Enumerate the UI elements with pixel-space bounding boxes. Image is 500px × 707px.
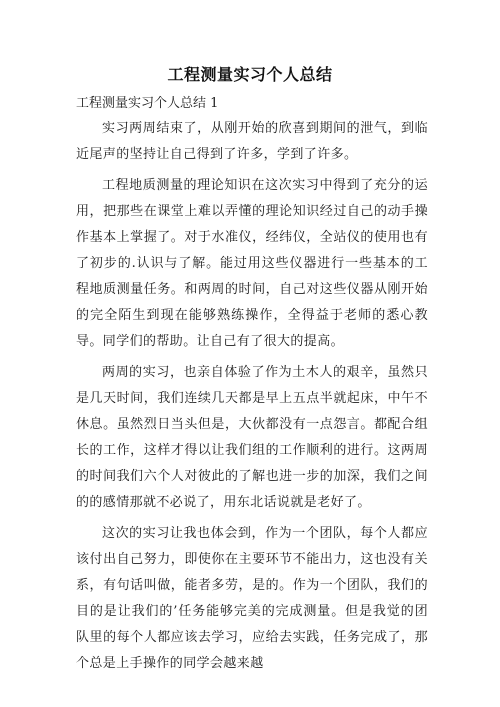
paragraph-4: 这次的实习让我也体会到，作为一个团队，每个人都应该付出自己努力，即使你在主要环节不能出力，这也没有关系，有句话叫做，能者多劳，是的。作为一个团队，我们的目的是让我们的’任务能够完美的完成测量。但是我觉的团队里的每个人都应该去学习，应给去实践，任务完成了，那个总是上手操作的同学会越来越: [76, 526, 428, 671]
paragraph-3: 两周的实习，也亲自体验了作为土木人的艰辛，虽然只是几天时间，我们连续几天都是早上五点半就起床，中午不休息。虽然烈日当头但是，大伙都没有一点怨言。都配合组长的工作，这样才得以让我们组的工作顺利的进行。这两周的时间我们六个人对彼此的了解也进一步的加深，我们之间的的感情那就不必说了，用东北话说就是老好了。: [76, 365, 428, 510]
paragraph-1: 实习两周结束了，从刚开始的欣喜到期间的泄气，到临近尾声的坚持让自己得到了许多，学到了许多。: [76, 121, 428, 162]
paragraph-2: 工程地质测量的理论知识在这次实习中得到了充分的运用，把那些在课堂上难以弄懂的理论知识经过自己的动手操作基本上掌握了。对于水准仪，经纬仪，全站仪的使用也有了初步的.认识与了解。能过用这些仪器进行一些基本的工程地质测量任务。和两周的时间，自己对这些仪器从刚开始的完全陌生到现在能够熟练操作，全得益于老师的悉心教导。同学们的帮助。让自己有了很大的提高。: [76, 178, 428, 349]
document-subtitle: 工程测量实习个人总结 1: [76, 96, 219, 111]
document-title: 工程测量实习个人总结: [167, 65, 333, 84]
document-body: [76, 116, 428, 682]
